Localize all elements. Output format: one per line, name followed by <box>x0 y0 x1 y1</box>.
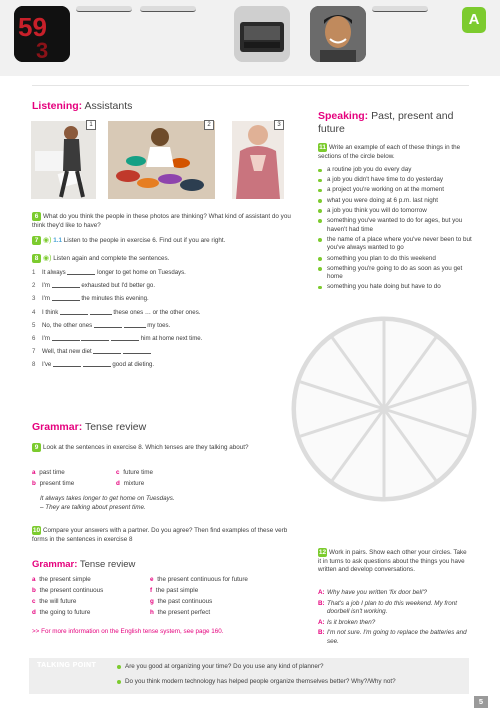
blank-thumbnail <box>140 6 196 12</box>
exercise-number: 9 <box>32 443 41 452</box>
answer-blank[interactable] <box>93 348 121 354</box>
list-item: something you hate doing but have to do <box>318 283 474 292</box>
exercise-number: 12 <box>318 549 327 556</box>
exercise-8: 8 ◉) Listen again and complete the sentences. <box>32 254 292 264</box>
audio-icon: ◉) <box>43 237 52 244</box>
man-portrait-thumbnail <box>310 6 366 62</box>
planning-wheel[interactable] <box>289 314 479 504</box>
exercise-9: 9 Look at the sentences in exercise 8. Which tenses are they talking about? <box>32 443 292 453</box>
photo-3 <box>232 121 284 199</box>
shoes-photo-icon <box>108 121 215 199</box>
exercise-number: 8 <box>32 254 41 263</box>
laptop-image-icon <box>234 6 290 62</box>
answer-blank[interactable] <box>60 309 88 315</box>
list-item: a job you think you will do tomorrow <box>318 207 474 216</box>
answer-blank[interactable] <box>90 309 112 315</box>
list-item: 8 I've good at dieting. <box>32 361 155 369</box>
tense-options: a past time c future time b present time d mixture <box>32 469 154 487</box>
exercise-number: 7 <box>32 236 41 245</box>
svg-text:3: 3 <box>36 38 49 62</box>
listening-heading: Listening: Assistants <box>32 100 133 112</box>
exercise-12: 12 Work in pairs. Show each other your circles. Take it in turns to ask questions about the things you have written and develop conversations. <box>318 549 467 574</box>
grammar-heading: Grammar: Tense review <box>32 421 147 433</box>
exercise-number: 6 <box>32 212 41 221</box>
numbers-thumbnail <box>14 6 70 62</box>
grammar-box-heading: Grammar: Tense review <box>32 559 136 570</box>
completion-list <box>32 269 292 375</box>
svg-text:59: 59 <box>18 12 47 42</box>
list-item: a routine job you do every day <box>318 166 474 175</box>
exercise-10: 10 Compare your answers with a partner. Do you agree? Then find examples of these verb forms in the sentences in exercise 8 <box>32 527 288 543</box>
answer-blank[interactable] <box>81 335 109 341</box>
list-item: a job you didn't have time to do yesterday <box>318 176 474 185</box>
answer-blank[interactable] <box>83 361 111 367</box>
woman-papers-photo-icon <box>31 121 96 199</box>
answer-blank[interactable] <box>67 269 95 275</box>
list-item: 2 I'm exhausted but I'd better go. <box>32 282 156 290</box>
list-item: 5 No, the other ones my toes. <box>32 321 171 329</box>
dialogue-line: A: Is it broken then? <box>318 618 376 626</box>
man-shirt-photo-icon <box>232 121 284 199</box>
dialogue-line: B: I'm not sure. I'm going to replace the batteries and see. <box>318 629 467 645</box>
photo-label: 2 <box>204 120 214 130</box>
photo-2 <box>108 121 215 199</box>
list-item: 3 I'm the minutes this evening. <box>32 295 149 303</box>
more-info-link[interactable]: >> For more information on the English tense system, see page 160. <box>32 628 224 635</box>
talking-point-label: TALKING POINT <box>37 662 97 669</box>
blank-thumbnail <box>76 6 132 12</box>
dialogue <box>318 589 474 647</box>
unit-badge: A <box>462 7 486 33</box>
audio-icon: ◉) <box>43 255 52 262</box>
list-item: the name of a place where you've never been to but you've always wanted to go <box>318 236 474 253</box>
talking-point-question: Are you good at organizing your time? Do you use any kind of planner? <box>125 663 324 670</box>
list-item: something you plan to do this weekend <box>318 255 474 264</box>
grammar-box-list: a the present simple b the present continuous c the will future d the going to future e the present continuous for future f the past simple g the past continuous h the present perfect <box>32 576 248 616</box>
page-number: 5 <box>474 696 488 708</box>
exercise-7: 7 ◉) 1.1 Listen to the people in exercise 6. Find out if you are right. <box>32 236 292 246</box>
list-item: what you were doing at 6 p.m. last night <box>318 197 474 206</box>
speaking-bullet-list <box>318 166 474 294</box>
speaking-heading: Speaking: Past, present and future <box>318 110 454 135</box>
answer-blank[interactable] <box>111 335 139 341</box>
answer-blank[interactable] <box>52 295 80 301</box>
answer-blank[interactable] <box>53 361 81 367</box>
answer-blank[interactable] <box>52 335 80 341</box>
blank-thumbnail <box>372 6 428 12</box>
list-item: a project you're working on at the moment <box>318 186 474 195</box>
exercise-number: 11 <box>319 144 326 151</box>
list-item: something you're going to do as soon as you get home <box>318 265 474 282</box>
answer-blank[interactable] <box>52 282 80 288</box>
dialogue-line: B: That's a job I plan to do this weekend. My front doorbell isn't working. <box>318 599 458 616</box>
answer-blank[interactable] <box>94 322 122 328</box>
exercise-6: 6 What do you think the people in these photos are thinking? What kind of assistant do you think they'd like to have? <box>32 213 291 229</box>
track-number: 1.1 <box>53 237 62 244</box>
answer-blank[interactable] <box>124 322 146 328</box>
photo-label: 1 <box>86 120 96 130</box>
portrait-image-icon <box>310 6 366 62</box>
talking-point-box <box>29 658 469 694</box>
laptop-thumbnail <box>234 6 290 62</box>
talking-point-question: Do you think modern technology has helped people organize themselves better? Why?/Why not? <box>125 678 396 685</box>
list-item: something you've wanted to do for ages, but you haven't had time <box>318 217 474 234</box>
divider <box>32 85 469 86</box>
numbers-image-icon <box>14 6 70 62</box>
exercise-11: 11 Write an example of each of these things in the sections of the circle below. <box>318 144 461 160</box>
exercise-number: 10 <box>32 527 41 534</box>
list-item: 7 Well, that new diet <box>32 348 292 361</box>
photo-1 <box>31 121 96 199</box>
example-sentence: It always takes longer to get home on Tuesdays. – They are talking about present time. <box>40 495 175 511</box>
list-item: 6 I'm him at home next time. <box>32 334 203 342</box>
photo-label: 3 <box>274 120 284 130</box>
dialogue-line: A: Why have you written 'fix door bell'? <box>318 589 428 596</box>
list-item: 4 I think these ones … or the other ones. <box>32 308 201 316</box>
list-item: 1 It always longer to get home on Tuesdays. <box>32 269 186 276</box>
answer-blank[interactable] <box>123 348 151 354</box>
